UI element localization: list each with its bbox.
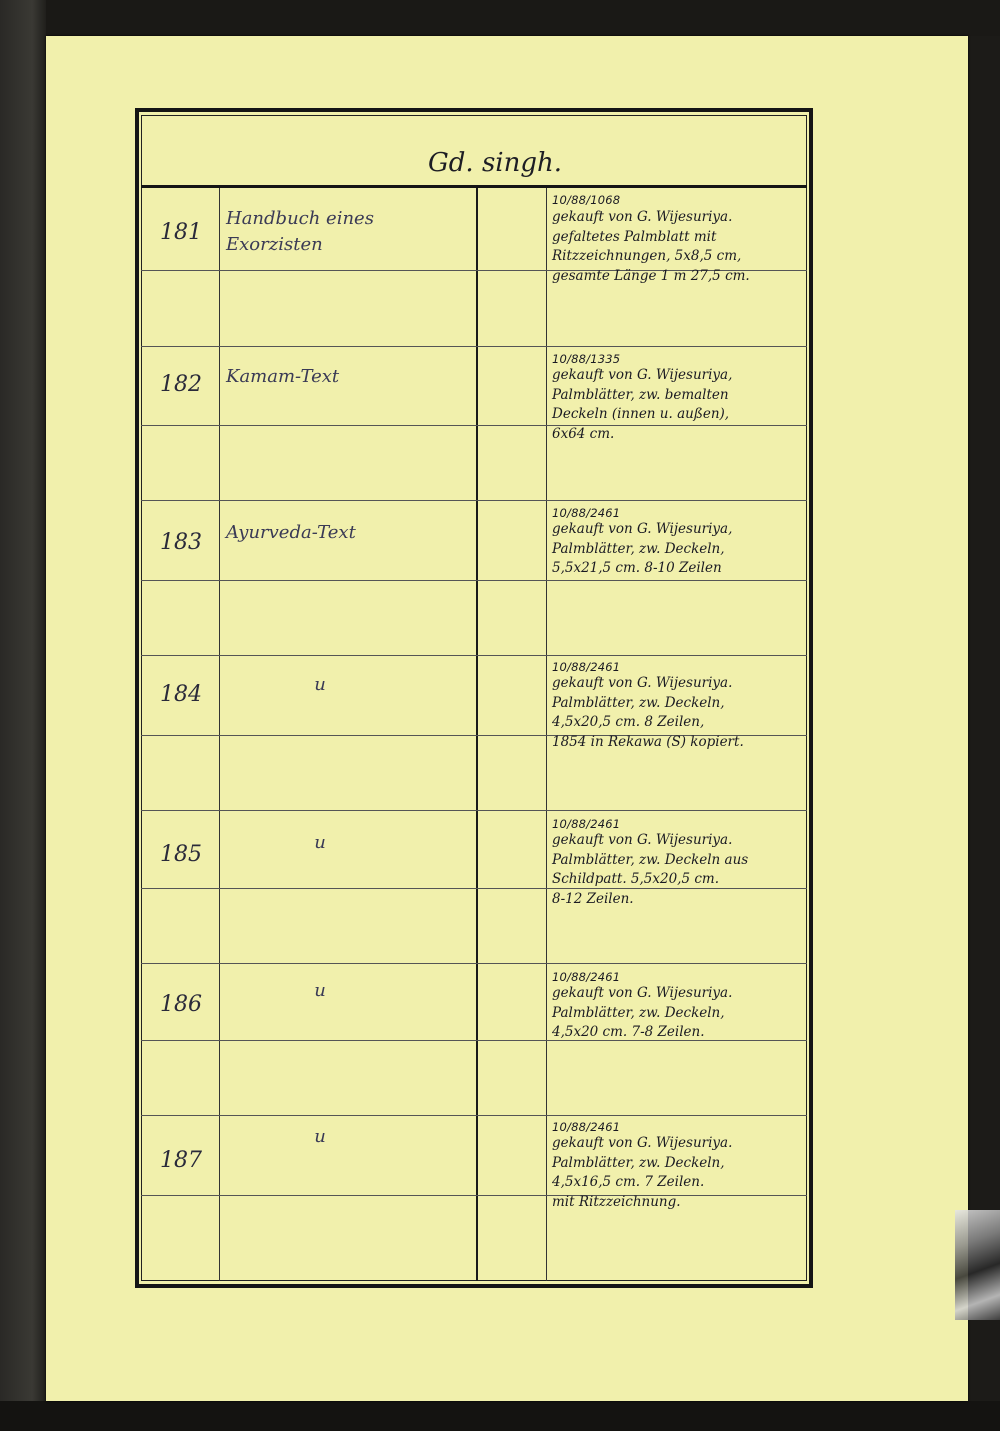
entry-description: gekauft von G. Wijesuriya, Palmblätter, zw. bemalten Deckeln (innen u. außen), 6x64 cm.: [552, 367, 733, 442]
row-line: [141, 346, 807, 347]
entry-number: 184: [160, 682, 202, 707]
entry-inventory-number: 10/88/1335: [552, 352, 621, 366]
row-line: [141, 810, 807, 811]
entry-inventory-number: 10/88/2461: [552, 506, 621, 520]
entry-title: Handbuch eines Exorzisten: [226, 208, 374, 255]
entry-number: 182: [160, 372, 202, 397]
entry-inventory-number: 10/88/2461: [552, 970, 621, 984]
entry-title-ditto: u: [314, 832, 326, 853]
page-title: Gd. singh.: [428, 148, 562, 178]
entry-description: gekauft von G. Wijesuriya. Palmblätter, zw. Deckeln aus Schildpatt. 5,5x20,5 cm. 8-12 Zeilen.: [552, 832, 749, 907]
entry-inventory-number: 10/88/2461: [552, 660, 621, 674]
header-rule: [141, 185, 807, 188]
entry-title: Kamam-Text: [226, 366, 340, 387]
entry-title-ditto: u: [314, 980, 326, 1001]
entry-inventory-number: 10/88/2461: [552, 817, 621, 831]
scan-border-top: [0, 0, 1000, 36]
entry-number: 185: [160, 842, 202, 867]
entry-number: 183: [160, 530, 202, 555]
scan-border-bottom: [0, 1401, 1000, 1431]
row-line: [141, 580, 807, 581]
entry-description: gekauft von G. Wijesuriya. gefaltetes Palmblatt mit Ritzzeichnungen, 5x8,5 cm, gesamte Länge 1 m 27,5 cm.: [552, 209, 750, 284]
entry-inventory-number: 10/88/1068: [552, 193, 621, 207]
row-line: [141, 1115, 807, 1116]
entry-number: 186: [160, 992, 202, 1017]
entry-title-ditto: u: [314, 674, 326, 695]
plastic-sleeve: [955, 1210, 1000, 1320]
row-line: [141, 500, 807, 501]
entry-title: Ayurveda-Text: [226, 522, 356, 543]
entry-description: gekauft von G. Wijesuriya. Palmblätter, zw. Deckeln, 4,5x20 cm. 7-8 Zeilen.: [552, 985, 733, 1040]
entry-number: 181: [160, 220, 202, 245]
entry-description: gekauft von G. Wijesuriya. Palmblätter, zw. Deckeln, 4,5x20,5 cm. 8 Zeilen, 1854 in Rekawa (S) kopiert.: [552, 675, 744, 750]
entry-description: gekauft von G. Wijesuriya. Palmblätter, zw. Deckeln, 4,5x16,5 cm. 7 Zeilen. mit Ritzzeichnung.: [552, 1135, 733, 1210]
entry-description: gekauft von G. Wijesuriya, Palmblätter, zw. Deckeln, 5,5x21,5 cm. 8-10 Zeilen: [552, 521, 733, 576]
row-line: [141, 963, 807, 964]
row-line: [141, 655, 807, 656]
entry-inventory-number: 10/88/2461: [552, 1120, 621, 1134]
entry-number: 187: [160, 1148, 202, 1173]
entry-title-ditto: u: [314, 1126, 326, 1147]
scan-border-left: [0, 0, 46, 1431]
